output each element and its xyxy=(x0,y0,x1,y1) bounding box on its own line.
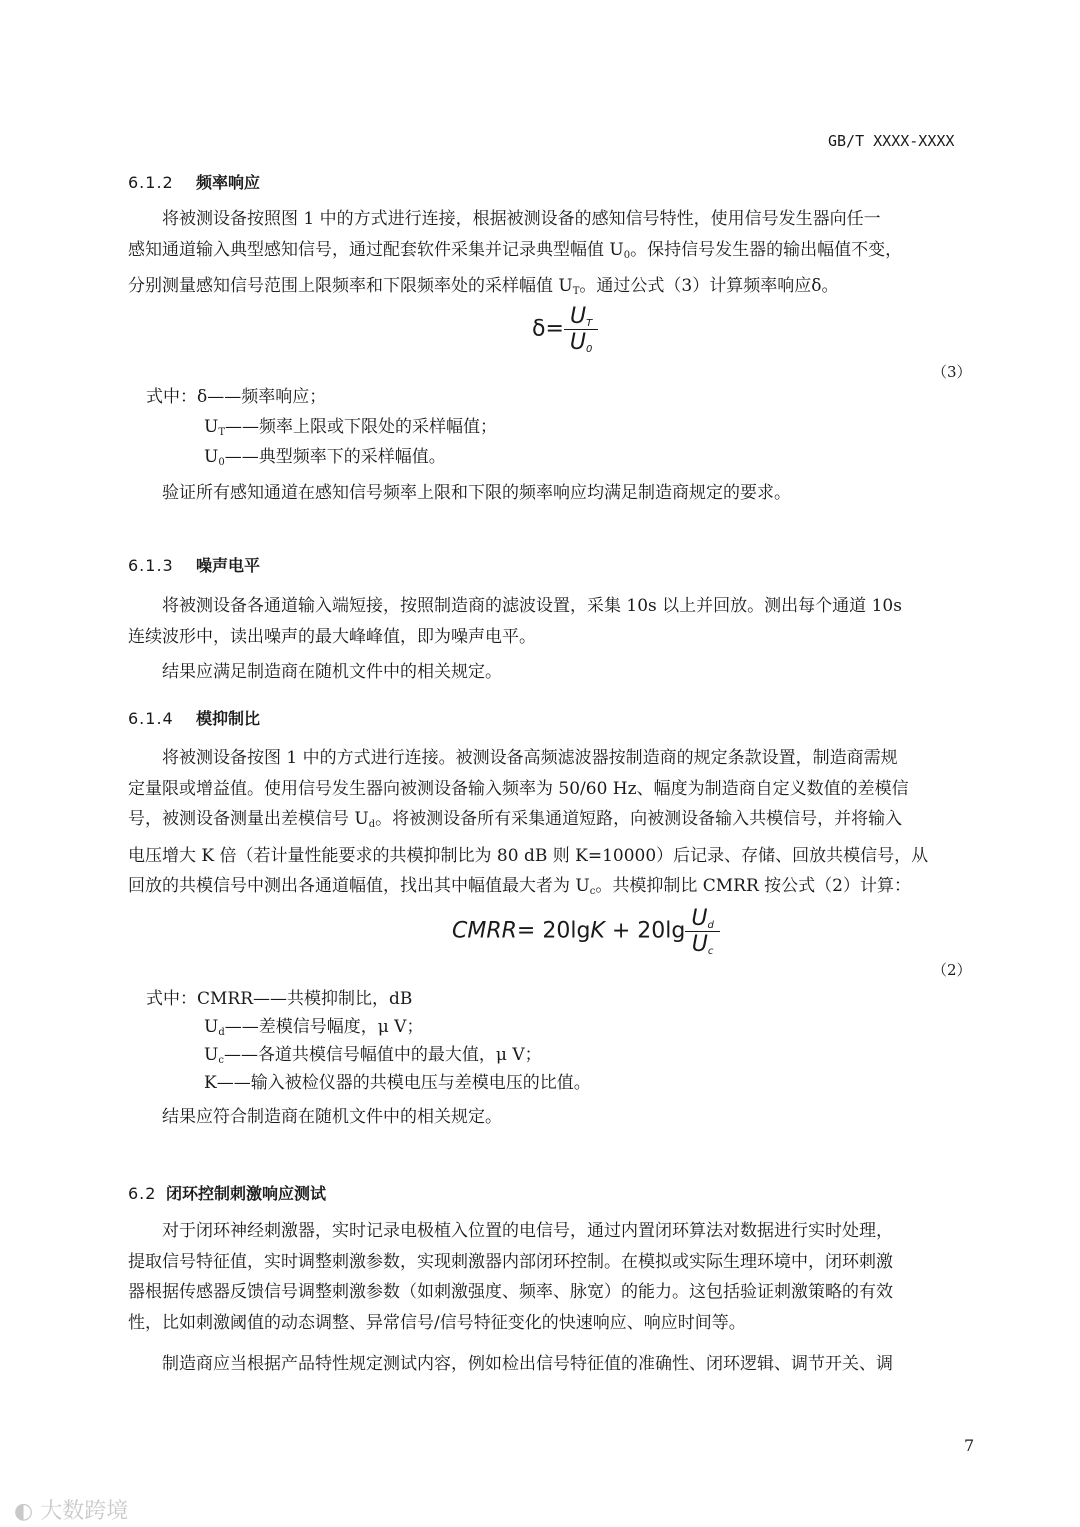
paragraph-613-2: 结果应满足制造商在随机文件中的相关规定。 xyxy=(162,662,502,682)
fraction: $\frac{U_T}{U_0}$ xyxy=(564,304,598,355)
paragraph-613-1 xyxy=(128,591,973,652)
formula-lhs: δ= xyxy=(532,316,564,342)
formula-lhs: CMRR xyxy=(452,918,517,944)
section-number: 6.1.2 xyxy=(128,173,174,192)
text-line: 电压增大 K 倍（若计量性能要求的共模抑制比为 80 dB 则 K=10000）后记录、存储、回放共模信号，从 xyxy=(128,845,929,866)
paragraph-62-2: 制造商应当根据产品特性规定测试内容，例如检出信号特征值的准确性、闭环逻辑、调节开关、调 xyxy=(162,1354,893,1374)
paragraph-62-1 xyxy=(128,1216,973,1338)
section-number: 6.2 xyxy=(128,1184,157,1203)
where-label: 式中：CMRR——共模抑制比，dB xyxy=(146,989,413,1009)
where-label: 式中：δ——频率响应； xyxy=(146,387,327,407)
text-line: 器根据传感器反馈信号调整刺激参数（如刺激强度、频率、脉宽）的能力。这包括验证刺激策略的有效 xyxy=(128,1282,893,1302)
definition-u0: $U_0——$典型频率下的采样幅值。 xyxy=(204,447,446,468)
definition-delta: δ——频率响应； xyxy=(197,387,327,407)
definition-ud: $U_d——$差模信号幅度，μ V； xyxy=(204,1017,424,1038)
text-line: 连续波形中，读出噪声的最大峰峰值，即为噪声电平。 xyxy=(128,626,536,647)
text-line: 将被测设备按照图 1 中的方式进行连接，根据被测设备的感知信号特性，使用信号发生器向任一 xyxy=(162,209,881,229)
watermark-text: 大数跨境 xyxy=(40,1499,129,1524)
paragraph-614-2: 结果应符合制造商在随机文件中的相关规定。 xyxy=(162,1107,502,1127)
text-line: 提取信号特征值，实时调整刺激参数，实现刺激器内部闭环控制。在模拟或实际生理环境中，闭环刺激 xyxy=(128,1251,893,1272)
section-heading-613 xyxy=(128,553,260,576)
paragraph-612-1 xyxy=(128,204,973,308)
formula-cmrr: CMRR= 20lgK + 20lg $\frac{U_d}{U_c}$ xyxy=(452,906,720,957)
watermark xyxy=(14,1494,128,1525)
section-title: 频率响应 xyxy=(196,173,261,192)
paragraph-614-1 xyxy=(128,743,973,908)
text-line: 号，被测设备测量出差模信号 $U_d$。将被测设备所有采集通道短路，向被测设备输入共模信号，并将输入 xyxy=(128,809,903,830)
section-number: 6.1.3 xyxy=(128,556,174,575)
document-code: GB/T XXXX-XXXX xyxy=(828,132,955,150)
equation-number: （3） xyxy=(932,363,972,381)
text-line: 定量限或增益值。使用信号发生器向被测设备输入频率为 50/60 Hz、幅度为制造商自定义数值的差模信 xyxy=(128,778,909,799)
section-title: 噪声电平 xyxy=(196,556,261,575)
definition-ut: $U_T——$频率上限或下限处的采样幅值； xyxy=(204,417,497,438)
definition-uc: $U_c——$各道共模信号幅值中的最大值，μ V； xyxy=(204,1045,542,1066)
fraction: $\frac{U_d}{U_c}$ xyxy=(685,906,719,957)
text-line: 感知通道输入典型感知信号，通过配套软件采集并记录典型幅值 $U_0$。保持信号发生器的输出幅值不变， xyxy=(128,239,903,261)
section-heading-614 xyxy=(128,706,260,729)
text-line: 回放的共模信号中测出各通道幅值，找出其中幅值最大者为 $U_c$。共模抑制比 CMRR 按公式（2）计算： xyxy=(128,876,911,897)
equation-number: （2） xyxy=(932,961,972,979)
text-line: 对于闭环神经刺激器，实时记录电极植入位置的电信号，通过内置闭环算法对数据进行实时处理， xyxy=(162,1221,893,1241)
section-number: 6.1.4 xyxy=(128,709,174,728)
section-title: 模抑制比 xyxy=(196,709,261,728)
page-number: 7 xyxy=(964,1436,975,1455)
section-heading-612 xyxy=(128,170,260,193)
text-line: 将被测设备各通道输入端短接，按照制造商的滤波设置，采集 10s 以上并回放。测出每个通道 10s xyxy=(162,596,902,616)
paragraph-612-2: 验证所有感知通道在感知信号频率上限和下限的频率响应均满足制造商规定的要求。 xyxy=(162,483,791,503)
text-line: 分别测量感知信号范围上限频率和下限频率处的采样幅值 $U_T$。通过公式（3）计算频率响应δ。 xyxy=(128,276,839,297)
weibo-icon: ◐ xyxy=(14,1499,34,1524)
section-heading-62 xyxy=(128,1181,326,1204)
text-line: 性，比如刺激阈值的动态调整、异常信号/信号特征变化的快速响应、响应时间等。 xyxy=(128,1312,746,1333)
definition-cmrr: CMRR——共模抑制比，dB xyxy=(197,989,413,1009)
formula-frequency-response xyxy=(532,304,598,355)
section-title: 闭环控制刺激响应测试 xyxy=(166,1184,327,1203)
definition-k: K——输入被检仪器的共模电压与差模电压的比值。 xyxy=(204,1073,591,1093)
text-line: 将被测设备按图 1 中的方式进行连接。被测设备高频滤波器按制造商的规定条款设置，制造商需规 xyxy=(162,748,898,768)
